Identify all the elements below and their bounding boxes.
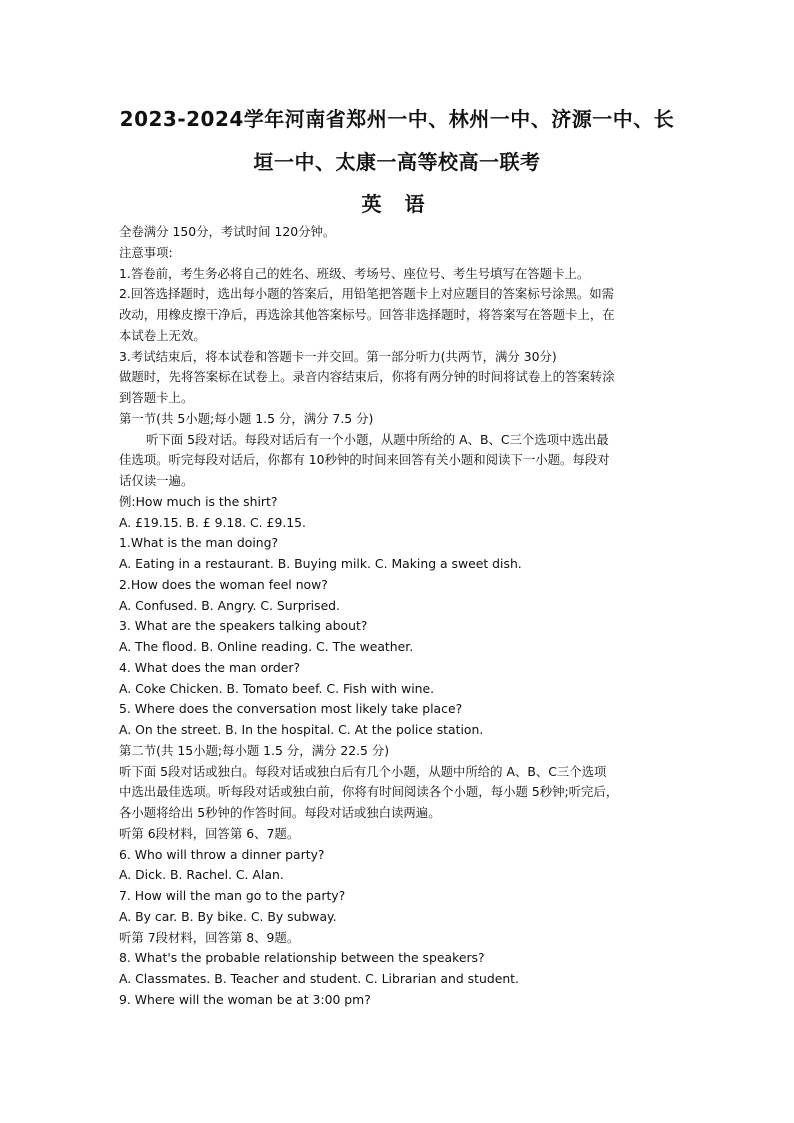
text-line: A. Dick. B. Rachel. C. Alan. [119,867,284,883]
text-line: 听下面 5段对话。每段对话后有一个小题，从题中所给的 A、B、C三个选项中选出最 [146,431,609,447]
text-line: 2.回答选择题时，选出每小题的答案后，用铅笔把答题卡上对应题目的答案标号涂黑。如需 [119,286,615,302]
text-line: 各小题将给出 5秒钟的作答时间。每段对话或独白读两遍。 [119,805,441,820]
text-line: 8. What's the probable relationship between the speakers? [119,950,485,966]
text-line: 1.What is the man doing? [119,535,279,551]
text-line: 4. What does the man order? [119,659,301,675]
text-line: 到答题卡上。 [119,390,194,405]
text-line: 9. Where will the woman be at 3:00 pm? [119,991,371,1007]
text-line: A. Confused. B. Angry. C. Surprised. [119,597,340,613]
text-line: A. Coke Chicken. B. Tomato beef. C. Fish with wine. [119,680,435,696]
text-line: 注意事项: [119,244,173,260]
text-line: 听第 6段材料，回答第 6、7题。 [119,825,300,841]
text-line: 2.How does the woman feel now? [119,576,328,592]
text-line: 5. Where does the conversation most likely take place? [119,701,463,717]
text-line: 第二节(共 15小题;每小题 1.5 分，满分 22.5 分) [119,742,390,758]
text-line: A. £19.15. B. £ 9.18. C. £9.15. [119,514,306,530]
text-line: 佳选项。听完每段对话后，你都有 10秒钟的时间来回答有关小题和阅读下一小题。每段对 [119,452,610,468]
text-line: 全卷满分 150分，考试时间 120分钟。 [119,224,336,239]
text-line: 做题时，先将答案标在试卷上。录音内容结束后，你将有两分钟的时间将试卷上的答案转涂 [119,369,615,385]
text-line: A. The flood. B. Online reading. C. The weather. [119,639,414,654]
text-line: 1.答卷前，考生务必将自己的姓名、班级、考场号、座位号、考生号填写在答题卡上。 [119,265,590,281]
exam-title-line2: 垣一中、太康一高等校高一联考 [253,150,541,174]
text-line: 3.考试结束后，将本试卷和答题卡一并交回。第一部分听力(共两节，满分 30分) [119,348,557,364]
text-line: 本试卷上无效。 [119,327,206,343]
exam-title-line1: 2023-2024学年河南省郑州一中、林州一中、济源一中、长 [119,107,675,131]
text-line: 听下面 5段对话或独白。每段对话或独白后有几个小题，从题中所给的 A、B、C三个选项 [119,763,607,779]
subject-heading: 英 语 [361,192,433,216]
text-line: 6. Who will throw a dinner party? [119,846,325,862]
text-line: A. Eating in a restaurant. B. Buying milk. C. Making a sweet dish. [119,556,522,571]
text-line: 改动，用橡皮擦干净后，再选涂其他答案标号。回答非选择题时，将答案写在答题卡上，在 [119,307,615,322]
text-line: A. Classmates. B. Teacher and student. C. Librarian and student. [119,971,519,986]
text-line: 中选出最佳选项。听每段对话或独白前，你将有时间阅读各个小题，每小题 5秒钟;听完后， [119,784,619,800]
text-line: 例:How much is the shirt? [119,493,278,509]
text-line: 听第 7段材料，回答第 8、9题。 [119,929,300,945]
text-line: 第一节(共 5小题;每小题 1.5 分，满分 7.5 分) [119,410,374,426]
text-line: 话仅读一遍。 [119,473,194,488]
text-line: 7. How will the man go to the party? [119,888,346,903]
text-line: 3. What are the speakers talking about? [119,618,368,634]
text-line: A. By car. B. By bike. C. By subway. [119,908,337,924]
text-line: A. On the street. B. In the hospital. C. At the police station. [119,722,484,737]
